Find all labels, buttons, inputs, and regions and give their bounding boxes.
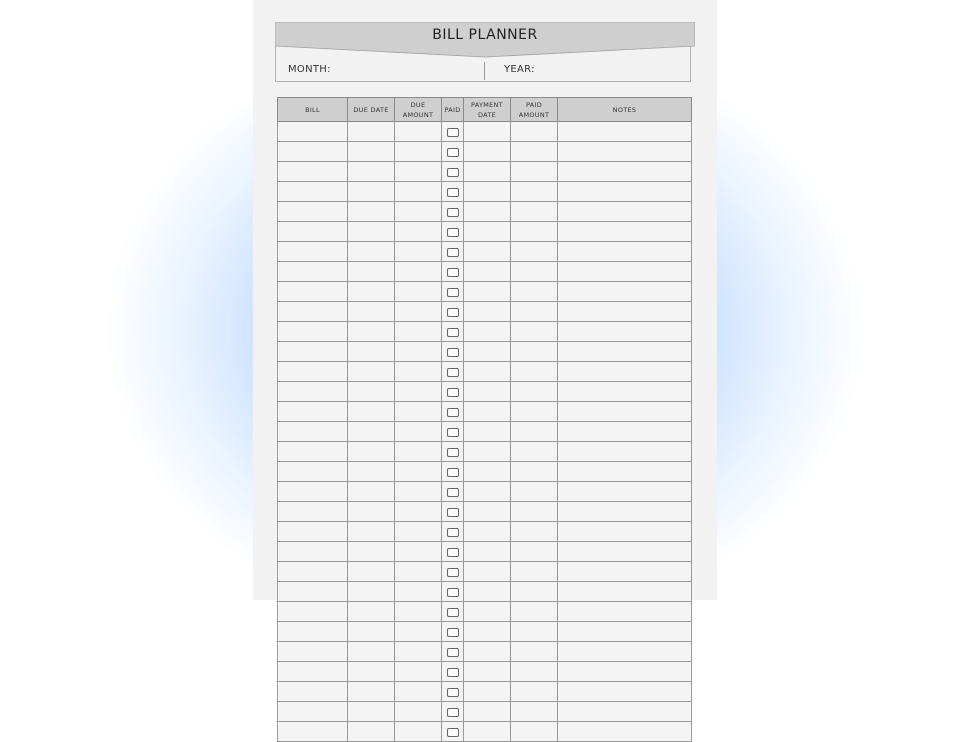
paid-amount-cell[interactable] [511,442,558,462]
due-date-cell[interactable] [348,122,395,142]
payment-date-cell[interactable] [464,682,511,702]
due-amount-cell[interactable] [395,662,442,682]
due-amount-cell[interactable] [395,362,442,382]
paid-checkbox[interactable] [447,608,459,617]
payment-date-cell[interactable] [464,542,511,562]
due-amount-cell[interactable] [395,242,442,262]
bill-cell[interactable] [278,582,348,602]
paid-cell[interactable] [442,622,464,642]
table-row [278,162,692,182]
due-amount-cell[interactable] [395,462,442,482]
header-payment-date: PAYMENT DATE [464,98,511,122]
paid-cell[interactable] [442,362,464,382]
table-header [278,98,692,122]
table-row [278,302,692,322]
due-amount-cell[interactable] [395,122,442,142]
due-date-cell[interactable] [348,422,395,442]
notes-cell[interactable] [558,242,692,262]
table-row [278,262,692,282]
paid-amount-cell[interactable] [511,322,558,342]
paid-checkbox[interactable] [447,228,459,237]
bill-cell[interactable] [278,282,348,302]
payment-date-cell[interactable] [464,202,511,222]
paid-amount-cell[interactable] [511,662,558,682]
paid-cell[interactable] [442,142,464,162]
payment-date-cell[interactable] [464,482,511,502]
paid-cell[interactable] [442,482,464,502]
due-date-cell[interactable] [348,682,395,702]
notes-cell[interactable] [558,262,692,282]
bill-cell[interactable] [278,262,348,282]
table-row [278,702,692,722]
table-row [278,442,692,462]
table-row [278,122,692,142]
due-date-cell[interactable] [348,202,395,222]
due-amount-cell[interactable] [395,182,442,202]
paid-cell[interactable] [442,542,464,562]
table-row [278,362,692,382]
notes-cell[interactable] [558,522,692,542]
paid-checkbox[interactable] [447,168,459,177]
bill-cell[interactable] [278,702,348,722]
due-date-cell[interactable] [348,722,395,742]
notes-cell[interactable] [558,322,692,342]
notes-cell[interactable] [558,302,692,322]
table-row [278,542,692,562]
paid-amount-cell[interactable] [511,722,558,742]
paid-checkbox[interactable] [447,188,459,197]
paid-cell[interactable] [442,502,464,522]
bill-cell[interactable] [278,382,348,402]
bill-cell[interactable] [278,502,348,522]
due-date-cell[interactable] [348,582,395,602]
due-amount-cell[interactable] [395,202,442,222]
due-date-cell[interactable] [348,182,395,202]
notes-cell[interactable] [558,682,692,702]
table-row [278,322,692,342]
notes-cell[interactable] [558,222,692,242]
due-date-cell[interactable] [348,402,395,422]
header-paid-amount: PAID AMOUNT [511,98,558,122]
paid-checkbox[interactable] [447,528,459,537]
paid-amount-cell[interactable] [511,202,558,222]
notes-cell[interactable] [558,482,692,502]
due-amount-cell[interactable] [395,222,442,242]
due-date-cell[interactable] [348,362,395,382]
payment-date-cell[interactable] [464,582,511,602]
header-due-date: DUE DATE [348,98,395,122]
paid-cell[interactable] [442,182,464,202]
payment-date-cell[interactable] [464,462,511,482]
paid-checkbox[interactable] [447,548,459,557]
header-bill: BILL [278,98,348,122]
paid-cell[interactable] [442,582,464,602]
due-date-cell[interactable] [348,542,395,562]
paid-cell[interactable] [442,522,464,542]
paid-cell[interactable] [442,422,464,442]
due-amount-cell[interactable] [395,422,442,442]
paid-cell[interactable] [442,642,464,662]
paid-checkbox[interactable] [447,728,459,737]
notes-cell[interactable] [558,282,692,302]
bill-cell[interactable] [278,482,348,502]
notes-cell[interactable] [558,402,692,422]
payment-date-cell[interactable] [464,522,511,542]
payment-date-cell[interactable] [464,722,511,742]
page-title: BILL PLANNER [432,27,538,43]
payment-date-cell[interactable] [464,302,511,322]
paid-amount-cell[interactable] [511,222,558,242]
paid-cell[interactable] [442,222,464,242]
paid-amount-cell[interactable] [511,502,558,522]
bill-cell[interactable] [278,202,348,222]
due-amount-cell[interactable] [395,142,442,162]
paid-checkbox[interactable] [447,508,459,517]
payment-date-cell[interactable] [464,382,511,402]
notes-cell[interactable] [558,362,692,382]
paid-checkbox[interactable] [447,288,459,297]
table-body [278,122,692,742]
paid-amount-cell[interactable] [511,462,558,482]
paid-checkbox[interactable] [447,568,459,577]
paid-cell[interactable] [442,662,464,682]
bill-cell[interactable] [278,522,348,542]
paid-cell[interactable] [442,722,464,742]
paid-checkbox[interactable] [447,468,459,477]
payment-date-cell[interactable] [464,122,511,142]
due-date-cell[interactable] [348,562,395,582]
notes-cell[interactable] [558,162,692,182]
table-row [278,682,692,702]
bill-cell[interactable] [278,642,348,662]
paid-checkbox[interactable] [447,708,459,717]
notes-cell[interactable] [558,502,692,522]
payment-date-cell[interactable] [464,262,511,282]
due-amount-cell[interactable] [395,482,442,502]
paid-amount-cell[interactable] [511,262,558,282]
table-row [278,722,692,742]
notes-cell[interactable] [558,422,692,442]
due-date-cell[interactable] [348,382,395,402]
notes-cell[interactable] [558,142,692,162]
paid-checkbox[interactable] [447,588,459,597]
paid-amount-cell[interactable] [511,362,558,382]
due-amount-cell[interactable] [395,722,442,742]
paid-cell[interactable] [442,402,464,422]
payment-date-cell[interactable] [464,162,511,182]
bill-cell[interactable] [278,222,348,242]
notes-cell[interactable] [558,462,692,482]
table-row [278,562,692,582]
bill-cell[interactable] [278,342,348,362]
month-year-box [275,46,691,82]
bill-cell[interactable] [278,722,348,742]
paid-amount-cell[interactable] [511,382,558,402]
due-amount-cell[interactable] [395,322,442,342]
paid-amount-cell[interactable] [511,182,558,202]
table-row [278,342,692,362]
due-amount-cell[interactable] [395,682,442,702]
header-paid: PAID [442,98,464,122]
payment-date-cell[interactable] [464,142,511,162]
paid-cell[interactable] [442,602,464,622]
payment-date-cell[interactable] [464,362,511,382]
payment-date-cell[interactable] [464,282,511,302]
paid-amount-cell[interactable] [511,142,558,162]
due-date-cell[interactable] [348,442,395,462]
month-label: MONTH: [288,64,331,75]
paid-amount-cell[interactable] [511,542,558,562]
due-date-cell[interactable] [348,622,395,642]
bill-cell[interactable] [278,302,348,322]
due-date-cell[interactable] [348,662,395,682]
paid-cell[interactable] [442,462,464,482]
payment-date-cell[interactable] [464,642,511,662]
paid-amount-cell[interactable] [511,522,558,542]
table-row [278,422,692,442]
paid-cell[interactable] [442,162,464,182]
payment-date-cell[interactable] [464,622,511,642]
table-row [278,482,692,502]
due-amount-cell[interactable] [395,382,442,402]
paid-checkbox[interactable] [447,688,459,697]
paid-checkbox[interactable] [447,128,459,137]
paid-checkbox[interactable] [447,328,459,337]
paid-checkbox[interactable] [447,348,459,357]
month-year-divider [484,62,485,80]
bill-cell[interactable] [278,122,348,142]
notes-cell[interactable] [558,202,692,222]
due-date-cell[interactable] [348,522,395,542]
paid-cell[interactable] [442,702,464,722]
bill-cell[interactable] [278,662,348,682]
header-due-amount: DUE AMOUNT [395,98,442,122]
table-row [278,462,692,482]
notes-cell[interactable] [558,722,692,742]
due-amount-cell[interactable] [395,262,442,282]
bill-cell[interactable] [278,142,348,162]
due-date-cell[interactable] [348,342,395,362]
paid-cell[interactable] [442,442,464,462]
due-amount-cell[interactable] [395,642,442,662]
payment-date-cell[interactable] [464,222,511,242]
due-date-cell[interactable] [348,242,395,262]
due-date-cell[interactable] [348,142,395,162]
notes-cell[interactable] [558,542,692,562]
paid-cell[interactable] [442,282,464,302]
payment-date-cell[interactable] [464,442,511,462]
table-row [278,582,692,602]
due-amount-cell[interactable] [395,522,442,542]
table-row [278,642,692,662]
due-date-cell[interactable] [348,322,395,342]
due-amount-cell[interactable] [395,402,442,422]
due-date-cell[interactable] [348,702,395,722]
paid-cell[interactable] [442,202,464,222]
due-date-cell[interactable] [348,462,395,482]
bill-cell[interactable] [278,322,348,342]
notes-cell[interactable] [558,702,692,722]
paid-amount-cell[interactable] [511,682,558,702]
year-label: YEAR: [504,64,535,75]
due-date-cell[interactable] [348,502,395,522]
notes-cell[interactable] [558,662,692,682]
due-amount-cell[interactable] [395,302,442,322]
due-amount-cell[interactable] [395,562,442,582]
paid-checkbox[interactable] [447,268,459,277]
table-row [278,242,692,262]
payment-date-cell[interactable] [464,402,511,422]
paid-checkbox[interactable] [447,248,459,257]
bill-cell[interactable] [278,162,348,182]
paid-checkbox[interactable] [447,428,459,437]
paid-checkbox[interactable] [447,408,459,417]
payment-date-cell[interactable] [464,422,511,442]
paid-amount-cell[interactable] [511,562,558,582]
table-row [278,202,692,222]
due-date-cell[interactable] [348,602,395,622]
paid-amount-cell[interactable] [511,122,558,142]
payment-date-cell[interactable] [464,502,511,522]
due-amount-cell[interactable] [395,342,442,362]
due-date-cell[interactable] [348,262,395,282]
table-row [278,402,692,422]
paid-checkbox[interactable] [447,668,459,677]
due-date-cell[interactable] [348,482,395,502]
bill-cell[interactable] [278,602,348,622]
notes-cell[interactable] [558,182,692,202]
paid-checkbox[interactable] [447,388,459,397]
notes-cell[interactable] [558,342,692,362]
bill-cell[interactable] [278,242,348,262]
payment-date-cell[interactable] [464,662,511,682]
paid-checkbox[interactable] [447,448,459,457]
paid-amount-cell[interactable] [511,642,558,662]
paid-cell[interactable] [442,242,464,262]
paid-checkbox[interactable] [447,368,459,377]
table-row [278,382,692,402]
paid-amount-cell[interactable] [511,482,558,502]
paid-amount-cell[interactable] [511,422,558,442]
paid-checkbox[interactable] [447,308,459,317]
table-row [278,222,692,242]
payment-date-cell[interactable] [464,182,511,202]
bill-cell[interactable] [278,622,348,642]
header-notes: NOTES [558,98,692,122]
table-row [278,622,692,642]
payment-date-cell[interactable] [464,702,511,722]
notes-cell[interactable] [558,642,692,662]
notes-cell[interactable] [558,442,692,462]
planner-page [253,0,717,600]
bill-cell[interactable] [278,362,348,382]
paid-cell[interactable] [442,382,464,402]
bill-cell[interactable] [278,442,348,462]
bill-cell[interactable] [278,402,348,422]
table-row [278,602,692,622]
notes-cell[interactable] [558,622,692,642]
due-amount-cell[interactable] [395,582,442,602]
notes-cell[interactable] [558,382,692,402]
bill-cell[interactable] [278,182,348,202]
paid-amount-cell[interactable] [511,242,558,262]
due-date-cell[interactable] [348,222,395,242]
table-row [278,522,692,542]
paid-amount-cell[interactable] [511,602,558,622]
paid-cell[interactable] [442,562,464,582]
paid-cell[interactable] [442,122,464,142]
table-row [278,282,692,302]
paid-cell[interactable] [442,262,464,282]
paid-amount-cell[interactable] [511,582,558,602]
paid-checkbox[interactable] [447,628,459,637]
table-row [278,182,692,202]
bill-cell[interactable] [278,682,348,702]
due-date-cell[interactable] [348,642,395,662]
paid-checkbox[interactable] [447,648,459,657]
table-row [278,662,692,682]
notes-cell[interactable] [558,582,692,602]
paid-amount-cell[interactable] [511,162,558,182]
paid-cell[interactable] [442,322,464,342]
paid-cell[interactable] [442,342,464,362]
paid-cell[interactable] [442,682,464,702]
due-amount-cell[interactable] [395,622,442,642]
due-amount-cell[interactable] [395,162,442,182]
due-amount-cell[interactable] [395,602,442,622]
due-amount-cell[interactable] [395,702,442,722]
due-date-cell[interactable] [348,162,395,182]
due-date-cell[interactable] [348,302,395,322]
notes-cell[interactable] [558,562,692,582]
bill-cell[interactable] [278,422,348,442]
paid-checkbox[interactable] [447,488,459,497]
bill-table [277,97,692,742]
due-amount-cell[interactable] [395,542,442,562]
notes-cell[interactable] [558,602,692,622]
payment-date-cell[interactable] [464,342,511,362]
payment-date-cell[interactable] [464,322,511,342]
due-amount-cell[interactable] [395,442,442,462]
due-amount-cell[interactable] [395,282,442,302]
paid-cell[interactable] [442,302,464,322]
paid-checkbox[interactable] [447,148,459,157]
paid-amount-cell[interactable] [511,402,558,422]
payment-date-cell[interactable] [464,562,511,582]
due-date-cell[interactable] [348,282,395,302]
due-amount-cell[interactable] [395,502,442,522]
table-row [278,502,692,522]
table-row [278,142,692,162]
paid-amount-cell[interactable] [511,342,558,362]
paid-amount-cell[interactable] [511,302,558,322]
bill-cell[interactable] [278,562,348,582]
paid-amount-cell[interactable] [511,622,558,642]
notes-cell[interactable] [558,122,692,142]
payment-date-cell[interactable] [464,602,511,622]
bill-cell[interactable] [278,542,348,562]
paid-amount-cell[interactable] [511,702,558,722]
bill-cell[interactable] [278,462,348,482]
paid-checkbox[interactable] [447,208,459,217]
payment-date-cell[interactable] [464,242,511,262]
paid-amount-cell[interactable] [511,282,558,302]
